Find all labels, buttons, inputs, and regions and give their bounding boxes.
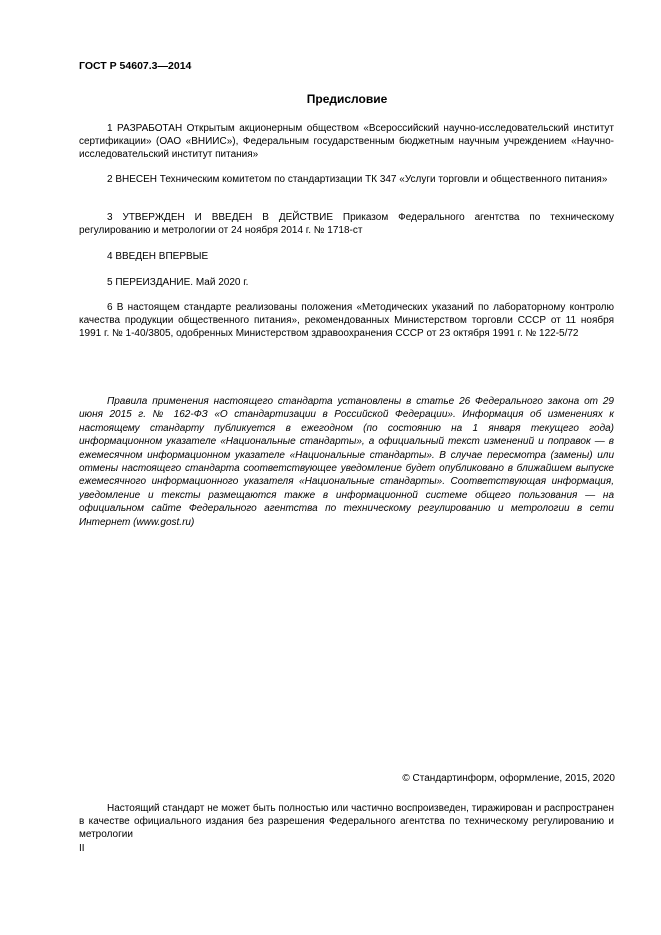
standard-usage-notice: Правила применения настоящего стандарта установлены в статье 26 Федерального закона от 29 июня 2015 г. № 162-ФЗ «О стандартизации в Российской Федерации». Информация об изменениях к настоящему стандарту публикуется в ежегодном (по состоянию на 1 января текущего года) информационном указателе «Национальные стандарты», а официальный текст изменений и поправок — в ежемесячном информационном указателе «Национальные стандарты». В случае пересмотра (замены) или отмены настоящего стандарта соответствующее уведомление будет опубликовано в ближайшем выпуске ежемесячного информационного указателя «Национальные стандарты». Соответствующая информация, уведомление и тексты размещаются также в информационной системе общего пользования — на официальном сайте Федерального агентства по техническому регулированию и метрологии в сети Интернет (www.gost.ru)	[79, 396, 614, 528]
page-number: II	[79, 843, 85, 854]
preface-item-4: 4 ВВЕДЕН ВПЕРВЫЕ	[107, 251, 209, 262]
copyright-line: © Стандартинформ, оформление, 2015, 2020	[402, 773, 615, 784]
preface-item-2: 2 ВНЕСЕН Техническим комитетом по стандартизации ТК 347 «Услуги торговли и общественного питания»	[107, 174, 608, 185]
page-title: Предисловие	[306, 92, 388, 106]
preface-item-1: 1 РАЗРАБОТАН Открытым акционерным обществом «Всероссийский научно-исследовательский институт сертификации» (ОАО «ВНИИС»), Федеральным государственным бюджетным научным учреждением «Научно-исследовательский институт питания»	[79, 123, 614, 160]
preface-item-6: 6 В настоящем стандарте реализованы положения «Методических указаний по лабораторному контролю качества продукции общественного питания», рекомендованных Министерством торговли СССР от 11 ноября 1991 г. № 1-40/3805, одобренных Министерством здравоохранения СССР от 23 октября 1991 г. № 122-5/72	[79, 302, 614, 339]
preface-item-5: 5 ПЕРЕИЗДАНИЕ. Май 2020 г.	[107, 277, 249, 288]
preface-item-3: 3 УТВЕРЖДЕН И ВВЕДЕН В ДЕЙСТВИЕ Приказом Федерального агентства по техническому регулированию и метрологии от 24 ноября 2014 г. № 1718-ст	[79, 212, 614, 236]
reproduction-notice: Настоящий стандарт не может быть полностью или частично воспроизведен, тиражирован и распространен в качестве официального издания без разрешения Федерального агентства по техническому регулированию и метрологии	[79, 803, 614, 840]
document-code: ГОСТ Р 54607.3—2014	[79, 60, 192, 72]
